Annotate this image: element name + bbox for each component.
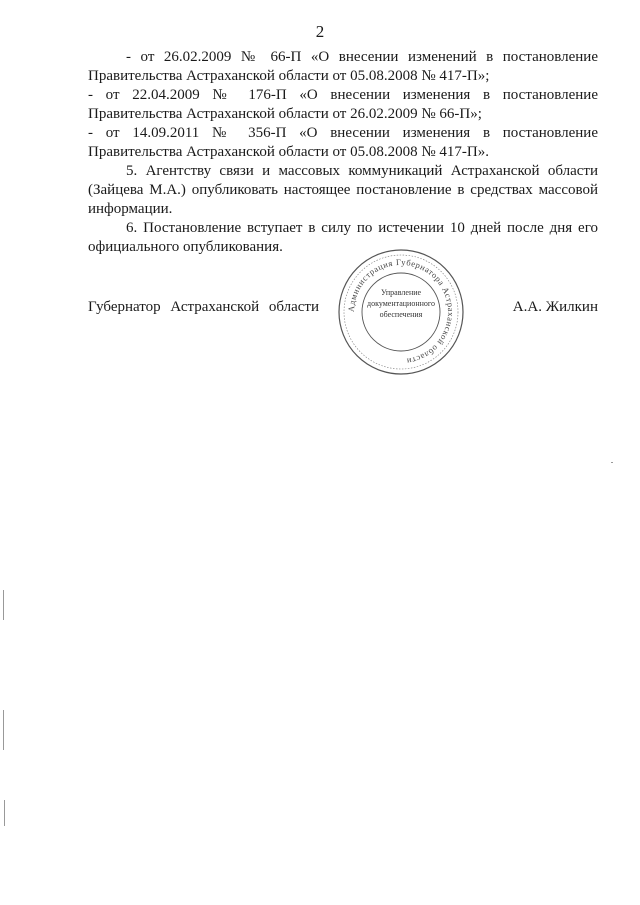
scan-artifact: [4, 800, 5, 826]
seal-center-line: Управление: [380, 288, 422, 297]
text-line: 5. Агентству связи и массовых коммуникаций Астраханской области: [126, 163, 598, 179]
seal-center-line: обеспечения: [379, 310, 423, 319]
text-line: 6. Постановление вступает в силу по истечении 10 дней после дня его: [126, 220, 598, 236]
text-line: официального опубликования.: [88, 239, 283, 255]
seal-ring-text: Администрация Губернатора Астраханской области: [345, 256, 457, 367]
scan-artifact: [3, 590, 4, 620]
text-line: информации.: [88, 201, 173, 217]
seal-center-line: документационного: [367, 299, 435, 308]
document-body: [88, 48, 598, 257]
text-line: Правительства Астраханской области от 26.02.2009 № 66-П»;: [88, 106, 482, 122]
text-line: - от 14.09.2011 № 356-П «О внесении изменения в постановление: [88, 125, 598, 141]
text-line: - от 26.02.2009 № 66-П «О внесении изменений в постановление: [126, 49, 598, 65]
page-number: 2: [315, 22, 325, 41]
signatory-title: Губернатор Астраханской области: [88, 299, 320, 315]
text-line: (Зайцева М.А.) опубликовать настоящее постановление в средствах массовой: [88, 182, 598, 198]
text-line: - от 22.04.2009 № 176-П «О внесении изменения в постановление: [88, 87, 598, 103]
seal-center-text: [360, 287, 442, 320]
signatory-name: А.А. Жилкин: [512, 299, 598, 315]
text-line: Правительства Астраханской области от 05.08.2008 № 417-П»;: [88, 68, 490, 84]
scan-artifact: [611, 462, 613, 463]
official-seal: [336, 247, 466, 377]
scan-artifact: [3, 710, 4, 750]
text-line: Правительства Астраханской области от 05.08.2008 № 417-П».: [88, 144, 489, 160]
